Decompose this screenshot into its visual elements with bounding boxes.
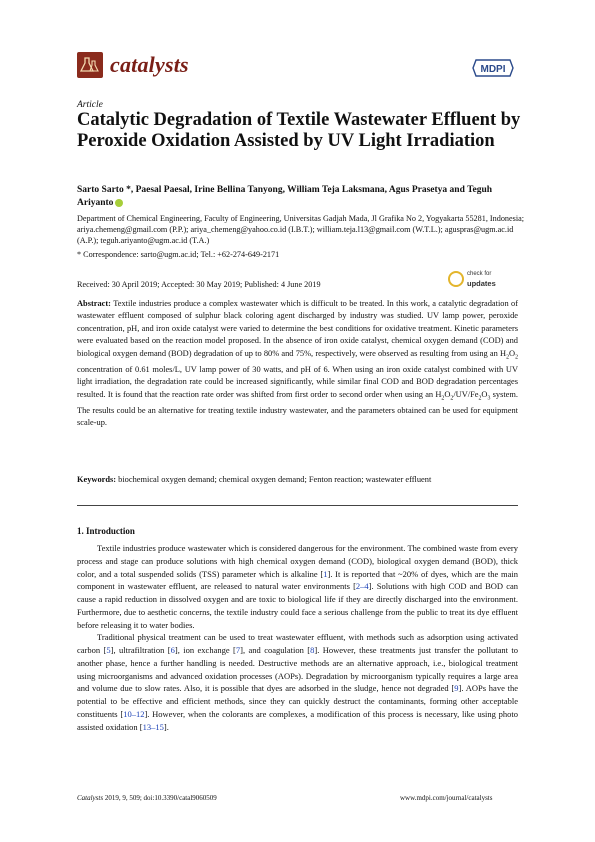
keywords-label: Keywords:: [77, 475, 117, 484]
keywords-text: biochemical oxygen demand; chemical oxygen demand; Fenton reaction; wastewater effluent: [116, 475, 432, 484]
footer-doi[interactable]: 2019, 9, 509; doi:10.3390/catal9060509: [103, 794, 217, 802]
citation-link[interactable]: 5: [106, 645, 111, 655]
journal-name[interactable]: catalysts: [110, 52, 189, 77]
citation-link[interactable]: 9: [454, 683, 459, 694]
abstract-label: Abstract:: [77, 299, 111, 308]
citation-link[interactable]: 6: [170, 645, 175, 655]
article-type: Article: [77, 100, 103, 110]
citation-link[interactable]: 1: [323, 568, 328, 579]
citation-link[interactable]: 7: [235, 645, 241, 655]
footer-journal: Catalysts: [77, 794, 104, 802]
affiliation: Department of Chemical Engineering, Faculty of Engineering, Universitas Gadjah Mada, Jl Grafika No 2, Yogyakarta 55281, Indonesia; ariya.chemeng@gmail.com (P.P.); ariya_chemeng@yahoo.co.id (I.B.T.); william.teja.l13@gmail.com (W.T.L.); aguspras@ugm.ac.id (A.P.); teguh.ariyanto@ugm.ac.id (T.A.): [77, 214, 525, 246]
keywords: [77, 474, 518, 486]
author-list: [77, 184, 527, 210]
citation-link[interactable]: 8: [310, 645, 315, 655]
introduction-body: [77, 542, 518, 733]
author-names: Sarto Sarto *, Paesal Paesal, Irine Bellina Tanyong, William Teja Laksmana, Agus Prasetya and Teguh Ariyanto: [77, 185, 493, 208]
correspondence: * Correspondence: sarto@ugm.ac.id; Tel.: +62-274-649-2171: [77, 250, 280, 259]
section-heading: 1. Introduction: [77, 526, 135, 536]
abstract: Abstract: Textile industries produce a complex wastewater which is difficult to be treated. In this work, a catalytic degradation of wastewater effluent composed of sulphur black coloring agent discharged by industry was studied. UV lamp power, peroxide concentration, pH, and iron oxide catalyst were varied to determine the best conditions for oxidative treatment. Kinetic parameters were evaluated based on the reaction model proposed. In the absence of iron oxide catalyst, chemical oxygen demand (COD) and biological oxygen demand (BOD) degradation of up to 80% and 75%, respectively, were observed as resulting from using an $H_2O_2$ concentration of 0.61 moles/L, UV lamp power of 30 watts, and pH of 6. When using an iron oxide catalyst combined with UV light irradiation, the degradation rate could be increased significantly, while similar final COD and BOD degradation percentages resulted. It is found that the reaction rate order was shifted from first order to second order when using an $H_2O_2/UV/Fe_2O_3$ system. The results could be an alternative for treating textile industry wastewater, and the parameters obtained can be used for equipment scale-up.: [77, 299, 518, 427]
citation-link[interactable]: 10–12: [123, 708, 145, 719]
intro-paragraph-1: Textile industries produce wastewater which is considered dangerous for the environment. The combined waste from every process and stage can produce solutions with high chemical oxygen demand (COD), biological oxygen demand (BOD), thick color, and a total suspended solids (TSS) parameter which is alkaline [1]. It is reported that ~20% of dyes, which are the main component in wastewater effluent, are released to natural water environments [2–4]. Solutions with high COD and BOD can cause a rapid reduction in dissolved oxygen and are toxic to biological life if they are directly discharged into the environment. Furthermore, due to aesthetic concerns, the textile industry could face a serious challenge from the public to treat its dye effluent before releasing it to water bodies.: [77, 543, 518, 630]
journal-logo-icon: [77, 52, 103, 78]
intro-paragraph-2: Traditional physical treatment can be used to treat wastewater effluent, with methods such as adsorption using activated carbon [5], ultrafiltration [6], ion exchange [7], and coagulation [8]. However, these treatments just transfer the pollutant to another phase, hence a further handling is needed. Destructive methods are an alternative approach, i.e., biological treatment using microorganisms and advanced oxidation processes (AOPs). Degradation by microorganism typically requires a large area and volume due to slow rates. Also, it is possible that dyes are adsorbed in the sludge, hence not degraded [9]. AOPs have the potential to be effective and efficient methods, since they can quickly destruct the contaminants, forming other acceptable constituents [10–12]. However, when the colorants are complexes, a modification of this process is necessary, like using photo assisted oxidation [13–15].: [77, 632, 518, 732]
section-divider: [77, 505, 518, 506]
footer-url[interactable]: www.mdpi.com/journal/catalysts: [400, 794, 493, 802]
citation-link[interactable]: 2–4: [355, 581, 369, 592]
publication-dates: Received: 30 April 2019; Accepted: 30 May 2019; Published: 4 June 2019: [77, 280, 321, 289]
abstract-text-3: system. The results could be an alternative for treating textile industry wastewater, and the parameters obtained can be used for equipment scale-up.: [77, 389, 518, 427]
mdpi-logo-text: MDPI: [480, 64, 506, 75]
check-updates-line1[interactable]: check for: [467, 271, 492, 277]
orcid-icon[interactable]: [115, 199, 123, 207]
check-updates-icon[interactable]: [448, 271, 464, 287]
mdpi-logo-icon[interactable]: [472, 58, 514, 78]
abstract-text-2: concentration of 0.61 moles/L, UV lamp power of 30 watts, and pH of 6. When using an iron oxide catalyst combined with UV light irradiation, the degradation rate could be increased significantly, while similar final COD and BOD degradation percentages resulted. It is found that the reaction rate order was shifted from first order to second order when using an H: [77, 364, 518, 399]
paper-title: Catalytic Degradation of Textile Wastewater Effluent by Peroxide Oxidation Assisted by UV Light Irradiation: [77, 110, 521, 151]
citation-link[interactable]: 13–15: [142, 721, 164, 732]
abstract-text-1: Textile industries produce a complex wastewater which is difficult to be treated. In this work, a catalytic degradation of wastewater effluent composed of sulphur black coloring agent discharged by industry was studied. UV lamp power, peroxide concentration, pH, and iron oxide catalyst were varied to determine the best conditions for oxidative treatment. Kinetic parameters were evaluated based on the reaction model proposed. In the absence of iron oxide catalyst, chemical oxygen demand (COD) and biological oxygen demand (BOD) degradation of up to 80% and 75%, respectively, were observed as resulting from using an H: [77, 299, 518, 358]
check-updates-line2[interactable]: updates: [467, 279, 496, 288]
footer-citation: [77, 794, 217, 802]
